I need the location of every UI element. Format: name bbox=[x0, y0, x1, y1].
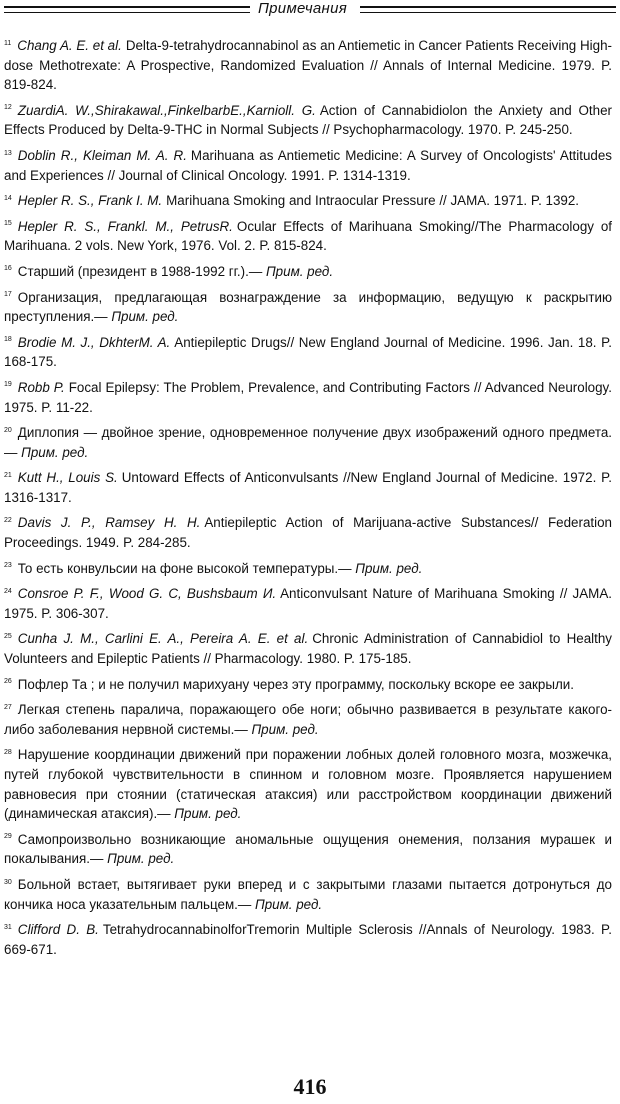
footnote-author: Brodie M. J., DkhterM. A. bbox=[17, 334, 171, 350]
footnote-11 bbox=[4, 36, 612, 95]
footnote-author: Robb P. bbox=[17, 379, 65, 395]
footnote-text: Focal Epilepsy: The Problem, Prevalence, and Contributing Factors // Advanced Neurology. 1975. P. 11-22. bbox=[4, 379, 612, 415]
footnote-number: 15 bbox=[4, 220, 12, 228]
footnote-number: 23 bbox=[4, 562, 12, 570]
footnote-author: Hepler R. S., Frankl. M., PetrusR. bbox=[17, 218, 233, 234]
notes-list bbox=[4, 36, 612, 965]
footnote-19 bbox=[4, 378, 612, 417]
footnote-18 bbox=[4, 333, 612, 372]
header-rule-left bbox=[4, 6, 250, 13]
editor-note: Прим. ред. bbox=[265, 263, 334, 279]
footnote-number: 26 bbox=[4, 678, 12, 686]
footnote-21 bbox=[4, 468, 612, 507]
footnote-17 bbox=[4, 288, 612, 327]
footnote-20 bbox=[4, 423, 612, 462]
footnote-text: Delta-9-tetrahydrocannabinol as an Antiemetic in Cancer Patients Receiving High-dose Methotrexate: A Prospective, Randomized Evaluation // Annals of Internal Medicine. 1979. P. 819-824. bbox=[4, 38, 612, 93]
footnote-text: Marihuana Smoking and Intraocular Pressure // JAMA. 1971. P. 1392. bbox=[166, 193, 580, 209]
footnote-number: 30 bbox=[4, 878, 12, 886]
editor-note: Прим. ред. bbox=[251, 721, 319, 737]
editor-note: Прим. ред. bbox=[107, 851, 175, 867]
footnote-text: То есть конвульсии на фоне высокой температуры.— bbox=[17, 560, 352, 576]
footnote-12 bbox=[4, 101, 612, 140]
editor-note: Прим. ред. bbox=[111, 309, 179, 325]
editor-note: Прим. ред. bbox=[355, 560, 423, 576]
footnote-23 bbox=[4, 559, 612, 579]
footnote-number: 21 bbox=[4, 471, 12, 479]
footnote-text: Самопроизвольно возникающие аномальные ощущения онемения, ползания мурашек и покалывания.— bbox=[4, 831, 612, 867]
footnote-22 bbox=[4, 513, 612, 552]
footnote-number: 11 bbox=[4, 39, 12, 47]
footnote-number: 25 bbox=[4, 632, 12, 640]
footnote-text: Action of Cannabidiolon the Anxiety and Other Effects Produced by Delta-9-THC in Normal Subjects // Psychopharmacology. 1970. P. 245-250. bbox=[4, 102, 612, 138]
footnote-number: 17 bbox=[4, 291, 12, 299]
footnote-number: 24 bbox=[4, 587, 12, 595]
footnote-number: 13 bbox=[4, 149, 12, 157]
footnote-text: Marihuana as Antiemetic Medicine: A Survey of Oncologists' Attitudes and Experiences // Journal of Clinical Oncology. 1991. P. 1314-1319. bbox=[4, 147, 612, 183]
footnote-25 bbox=[4, 629, 612, 668]
footnote-author: Kutt H., Louis S. bbox=[17, 470, 118, 486]
footnote-number: 29 bbox=[4, 833, 12, 841]
footnote-text: Untoward Effects of Anticonvulsants //New England Journal of Medicine. 1972. P. 1316-1317. bbox=[4, 470, 612, 505]
footnote-15 bbox=[4, 217, 612, 256]
footnote-27 bbox=[4, 700, 612, 739]
footnote-29 bbox=[4, 830, 612, 869]
footnote-text: Antiepileptic Drugs// New England Journal of Medicine. 1996. Jan. 18. P. 168-175. bbox=[4, 334, 612, 370]
footnote-author: Consroe P. F., Wood G. C, Bushsbaum И. bbox=[17, 586, 277, 602]
footnote-26 bbox=[4, 675, 612, 695]
header-title: Примечания bbox=[258, 0, 348, 17]
footnote-16 bbox=[4, 262, 612, 282]
footnote-author: Clifford D. B. bbox=[17, 922, 99, 938]
footnote-text: Старший (президент в 1988-1992 гг.).— bbox=[17, 263, 263, 279]
footnote-number: 12 bbox=[4, 104, 12, 112]
footnote-number: 31 bbox=[4, 923, 12, 931]
footnote-number: 27 bbox=[4, 703, 12, 711]
footnote-28 bbox=[4, 745, 612, 823]
footnote-text: Организация, предлагающая вознаграждение за информацию, ведущую к раскрытию преступления.— bbox=[4, 289, 612, 325]
footnote-text: Пофлер Та ; и не получил марихуану через эту программу, поскольку вскоре ее закрыли. bbox=[17, 676, 574, 692]
footnote-number: 19 bbox=[4, 381, 12, 389]
footnote-author: Hepler R. S., Frank I. M. bbox=[17, 193, 163, 209]
header-rule-right bbox=[360, 6, 616, 13]
footnote-31 bbox=[4, 920, 612, 959]
editor-note: Прим. ред. bbox=[255, 896, 323, 912]
page-number: 416 bbox=[293, 1074, 327, 1099]
footnote-author: Davis J. P., Ramsey H. H. bbox=[17, 515, 201, 531]
footnote-number: 20 bbox=[4, 426, 12, 434]
footnote-text: Ocular Effects of Marihuana Smoking//The Pharmacology of Marihuana. 2 vols. New York, 1976. Vol. 2. P. 815-824. bbox=[4, 218, 613, 254]
footnote-text: TetrahydrocannabinolforTremorin Multiple Sclerosis //Annals of Neurology. 1983. P. 669-671. bbox=[4, 922, 612, 957]
footnote-author: Chang A. E. et al. bbox=[17, 38, 122, 53]
page-header bbox=[0, 0, 620, 24]
footnote-text: Anticonvulsant Nature of Marihuana Smoking // JAMA. 1975. P. 306-307. bbox=[4, 586, 612, 621]
footnote-14 bbox=[4, 191, 612, 211]
footnote-text: Больной встает, вытягивает руки вперед и с закрытыми глазами пытается дотронуться до кончика носа указательным пальцем.— bbox=[4, 876, 612, 912]
footnote-number: 14 bbox=[4, 194, 12, 202]
footnote-30 bbox=[4, 875, 612, 914]
footnote-author: ZuardiA. W.,Shirakawal.,FinkelbarbE.,Karnioll. G. bbox=[17, 102, 316, 118]
footnote-author: Cunha J. M., Carlini E. A., Pereira A. E. et al. bbox=[17, 631, 309, 647]
footnote-text: Легкая степень паралича, поражающего обе ноги; обычно развивается в результате какого-либо заболевания нервной системы.— bbox=[4, 702, 612, 737]
footnote-text: Antiepileptic Action of Marijuana-active Substances// Federation Proceedings. 1949. P. 284-285. bbox=[4, 515, 612, 551]
footnote-author: Doblin R., Kleiman M. A. R. bbox=[17, 147, 187, 163]
footnote-24 bbox=[4, 584, 612, 623]
footnote-text: Нарушение координации движений при поражении лобных долей головного мозга, мозжечка, путей глубокой чувствительности в спинном и головном мозге. Проявляется нарушением равновесия при стоянии (статическая атаксия) или расстройством координации движений (динамическая атаксия).— bbox=[4, 747, 612, 822]
footnote-13 bbox=[4, 146, 612, 185]
footnote-number: 16 bbox=[4, 265, 12, 273]
footnote-number: 28 bbox=[4, 748, 12, 756]
editor-note: Прим. ред. bbox=[174, 806, 242, 822]
footnote-text: Chronic Administration of Cannabidiol to Healthy Volunteers and Epileptic Patients // Pharmacology. 1980. P. 175-185. bbox=[4, 631, 612, 667]
footnote-number: 22 bbox=[4, 517, 12, 524]
editor-note: Прим. ред. bbox=[21, 444, 89, 460]
footnote-text: Диплопия — двойное зрение, одновременное получение двух изображений одного предмета.— bbox=[4, 425, 612, 460]
footnote-number: 18 bbox=[4, 336, 12, 344]
